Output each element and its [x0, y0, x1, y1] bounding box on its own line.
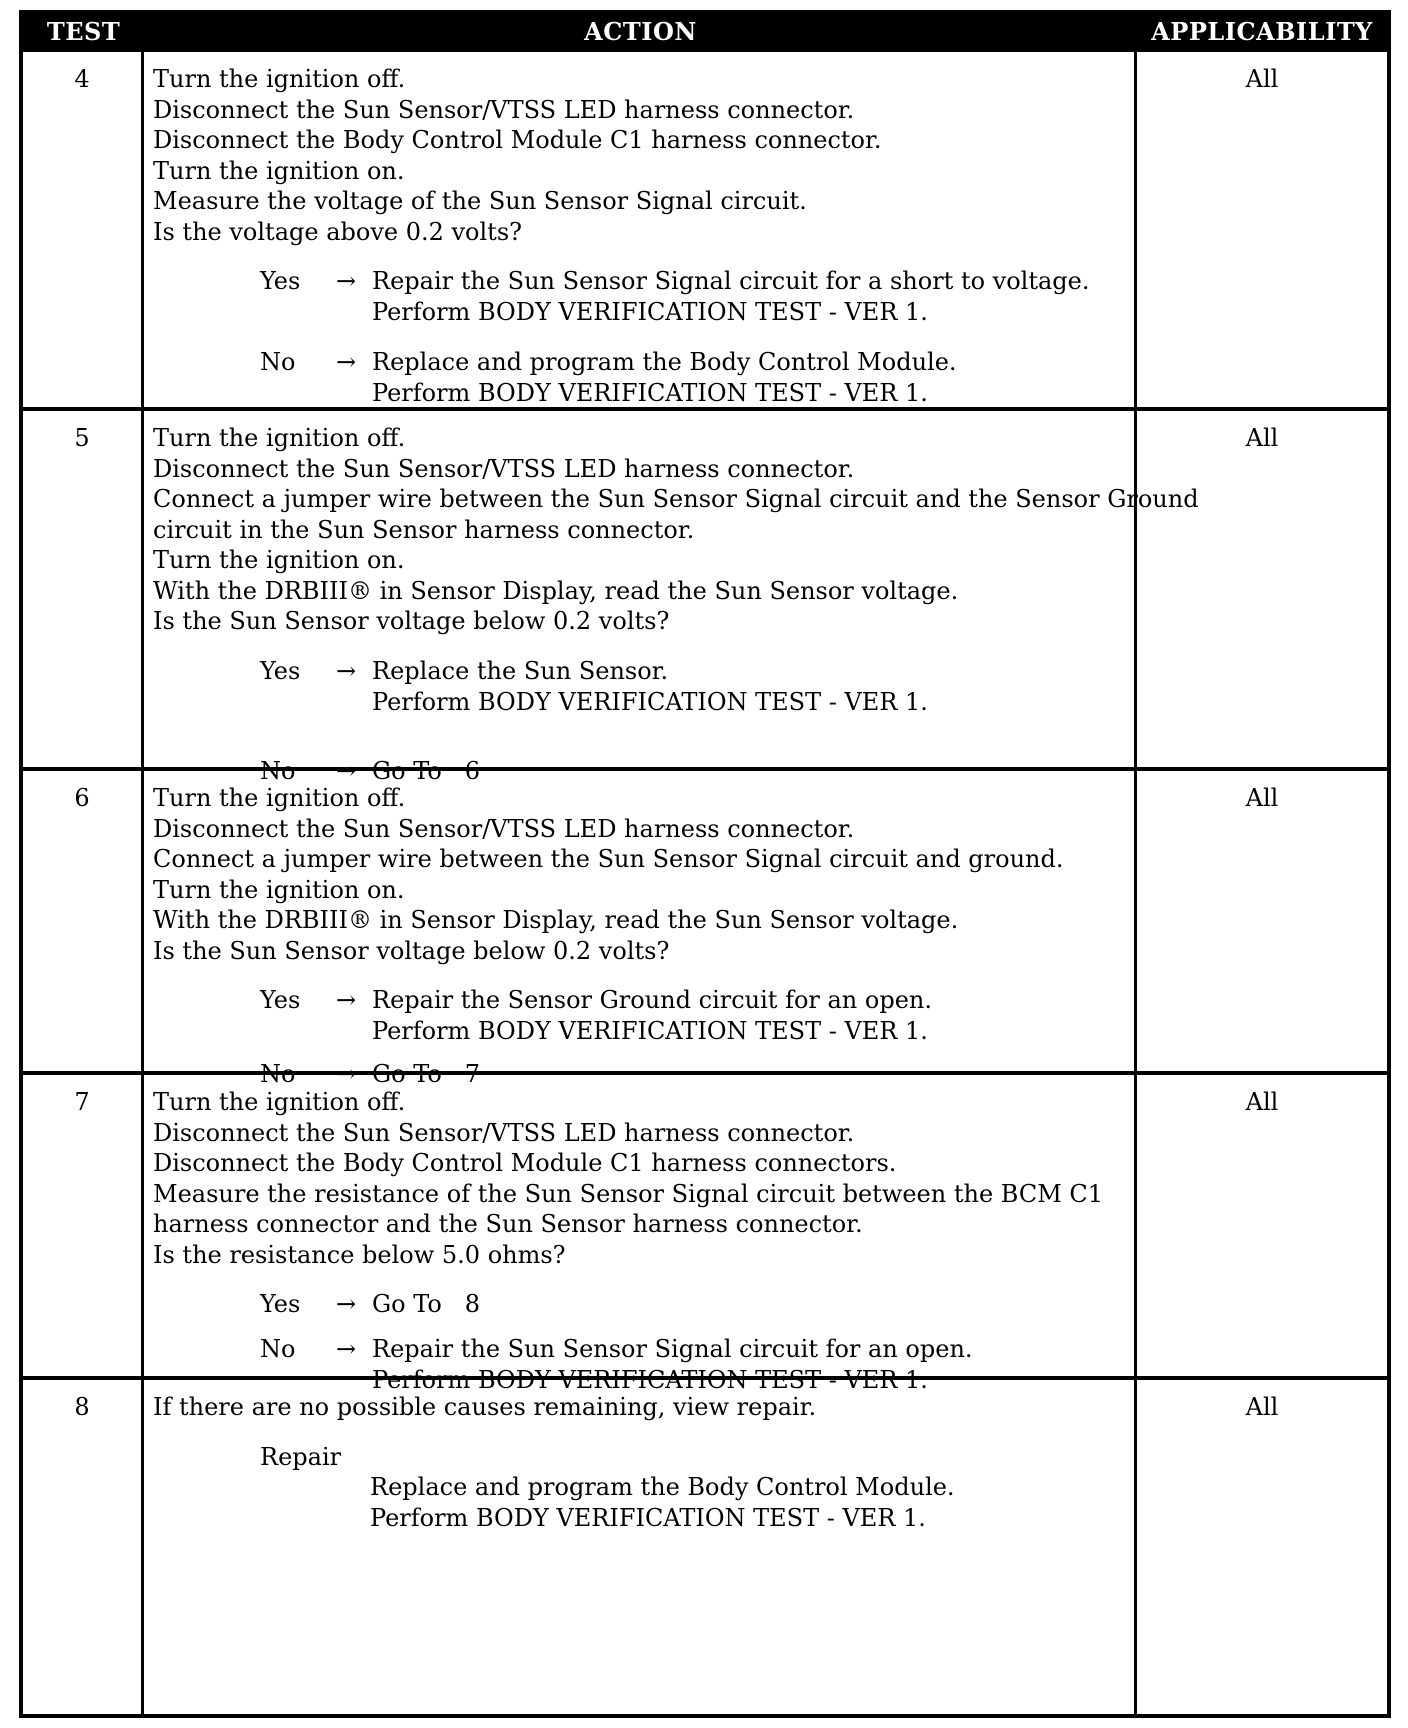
diagnostic-table: [19, 10, 1391, 1718]
answer-line: Perform BODY VERIFICATION TEST - VER 1.: [372, 298, 928, 326]
step-line: Turn the ignition off.: [153, 65, 406, 93]
step-text: Measure the resistance of the Sun Sensor Signal circuit between the BCM C1: [153, 1179, 1104, 1208]
step-line: Turn the ignition off.: [153, 1088, 406, 1116]
step-line: Connect a jumper wire between the Sun Sensor Signal circuit and the Sensor Ground: [153, 485, 1199, 513]
answer-line: Perform BODY VERIFICATION TEST - VER 1.: [372, 687, 928, 716]
right-arrow-icon: →: [335, 1060, 357, 1088]
step-line: Disconnect the Body Control Module C1 harness connectors.: [153, 1149, 897, 1177]
step-line: Turn the ignition on.: [153, 156, 405, 185]
step-line: Disconnect the Sun Sensor/VTSS LED harness connector.: [153, 814, 855, 843]
goto-line[interactable]: Go To 6: [372, 756, 480, 785]
applicability-cell: All: [1245, 1088, 1279, 1116]
step-line: [153, 1179, 1134, 1210]
step-line: Is the Sun Sensor voltage below 0.2 volts?: [153, 607, 670, 635]
action-cell: [144, 52, 1137, 407]
no-label: No: [260, 348, 296, 376]
yes-label: Yes: [260, 267, 301, 295]
test-number: 7: [23, 1075, 144, 1376]
header-action: ACTION: [584, 16, 697, 46]
right-arrow-icon: →: [335, 656, 357, 685]
step-line: Measure the voltage of the Sun Sensor Signal circuit.: [153, 187, 807, 215]
action-cell: [144, 771, 1137, 1088]
yes-answer: [260, 985, 1134, 1047]
table-row-test-8: [23, 1380, 1387, 1714]
answer-line: Replace and program the Body Control Module.: [372, 348, 957, 376]
yes-answer: [260, 656, 1134, 718]
repair-block: [260, 1442, 1134, 1534]
right-arrow-icon: →: [335, 986, 357, 1014]
step-line: Turn the ignition off.: [153, 784, 406, 812]
table-header: [23, 10, 1387, 52]
step-line: Disconnect the Sun Sensor/VTSS LED harness connector.: [153, 95, 855, 124]
repair-line: Perform BODY VERIFICATION TEST - VER 1.: [370, 1503, 926, 1532]
no-answer: [260, 347, 1134, 409]
answer-line: Replace the Sun Sensor.: [372, 656, 669, 685]
right-arrow-icon: →: [335, 1335, 357, 1363]
step-line: Is the resistance below 5.0 ohms?: [153, 1240, 566, 1269]
test-number: 8: [23, 1380, 144, 1714]
test-number: 6: [23, 771, 144, 1071]
step-line: harness connector and the Sun Sensor harness connector.: [153, 1210, 863, 1238]
header-test: TEST: [46, 16, 121, 46]
no-label: No: [260, 756, 296, 785]
applicability-cell: All: [1245, 1393, 1279, 1421]
action-cell: [144, 411, 1199, 785]
goto-line[interactable]: Go To 7: [372, 1060, 480, 1088]
answer-line: Perform BODY VERIFICATION TEST - VER 1.: [372, 1017, 928, 1045]
step-line: Turn the ignition off.: [153, 424, 406, 452]
table-row-test-7: [23, 1075, 1387, 1394]
answer-line: Perform BODY VERIFICATION TEST - VER 1.: [372, 1366, 928, 1394]
yes-answer: [260, 1289, 1134, 1320]
step-line: Is the voltage above 0.2 volts?: [153, 217, 523, 246]
yes-label: Yes: [260, 656, 301, 685]
table-row-test-4: [23, 52, 1387, 411]
no-label: No: [260, 1335, 296, 1363]
step-line: If there are no possible causes remaining, view repair.: [153, 1393, 817, 1421]
step-line: Is the Sun Sensor voltage below 0.2 volts?: [153, 936, 670, 965]
table-row-test-5: [23, 411, 1387, 785]
applicability-cell: All: [1245, 784, 1279, 812]
step-line: circuit in the Sun Sensor harness connector.: [153, 515, 695, 544]
step-line: With the DRBIII® in Sensor Display, read the Sun Sensor voltage.: [153, 906, 959, 934]
answer-line: Repair the Sun Sensor Signal circuit for an open.: [372, 1335, 973, 1363]
action-cell: [144, 1075, 1137, 1394]
step-line: Disconnect the Body Control Module C1 harness connector.: [153, 126, 882, 154]
yes-label: Yes: [260, 986, 301, 1014]
step-line: Disconnect the Sun Sensor/VTSS LED harness connector.: [153, 1118, 855, 1147]
step-line: Turn the ignition on.: [153, 546, 405, 574]
repair-line: Replace and program the Body Control Module.: [370, 1473, 955, 1501]
test-number: 4: [23, 52, 144, 407]
step-line: Disconnect the Sun Sensor/VTSS LED harness connector.: [153, 454, 855, 483]
right-arrow-icon: →: [335, 1290, 357, 1318]
right-arrow-icon: →: [335, 267, 357, 295]
step-line: Turn the ignition on.: [153, 875, 405, 904]
step-line: With the DRBIII® in Sensor Display, read the Sun Sensor voltage.: [153, 576, 959, 605]
right-arrow-icon: →: [335, 348, 357, 376]
yes-answer: [260, 266, 1134, 328]
right-arrow-icon: →: [335, 756, 357, 785]
no-label: No: [260, 1060, 296, 1088]
answer-line: Repair the Sun Sensor Signal circuit for a short to voltage.: [372, 267, 1090, 295]
answer-line: Perform BODY VERIFICATION TEST - VER 1.: [372, 379, 928, 407]
repair-label: Repair: [260, 1442, 342, 1471]
applicability-cell: All: [1245, 65, 1279, 93]
table-row-test-6: [23, 771, 1387, 1088]
answer-line: Repair the Sensor Ground circuit for an open.: [372, 986, 932, 1014]
yes-label: Yes: [260, 1290, 301, 1318]
action-cell: [144, 1380, 1137, 1714]
goto-line[interactable]: Go To 8: [372, 1290, 480, 1318]
applicability-cell: All: [1245, 424, 1279, 452]
test-number: 5: [23, 411, 144, 767]
header-applicability: APPLICABILITY: [1151, 16, 1373, 46]
step-line: Connect a jumper wire between the Sun Sensor Signal circuit and ground.: [153, 845, 1064, 873]
